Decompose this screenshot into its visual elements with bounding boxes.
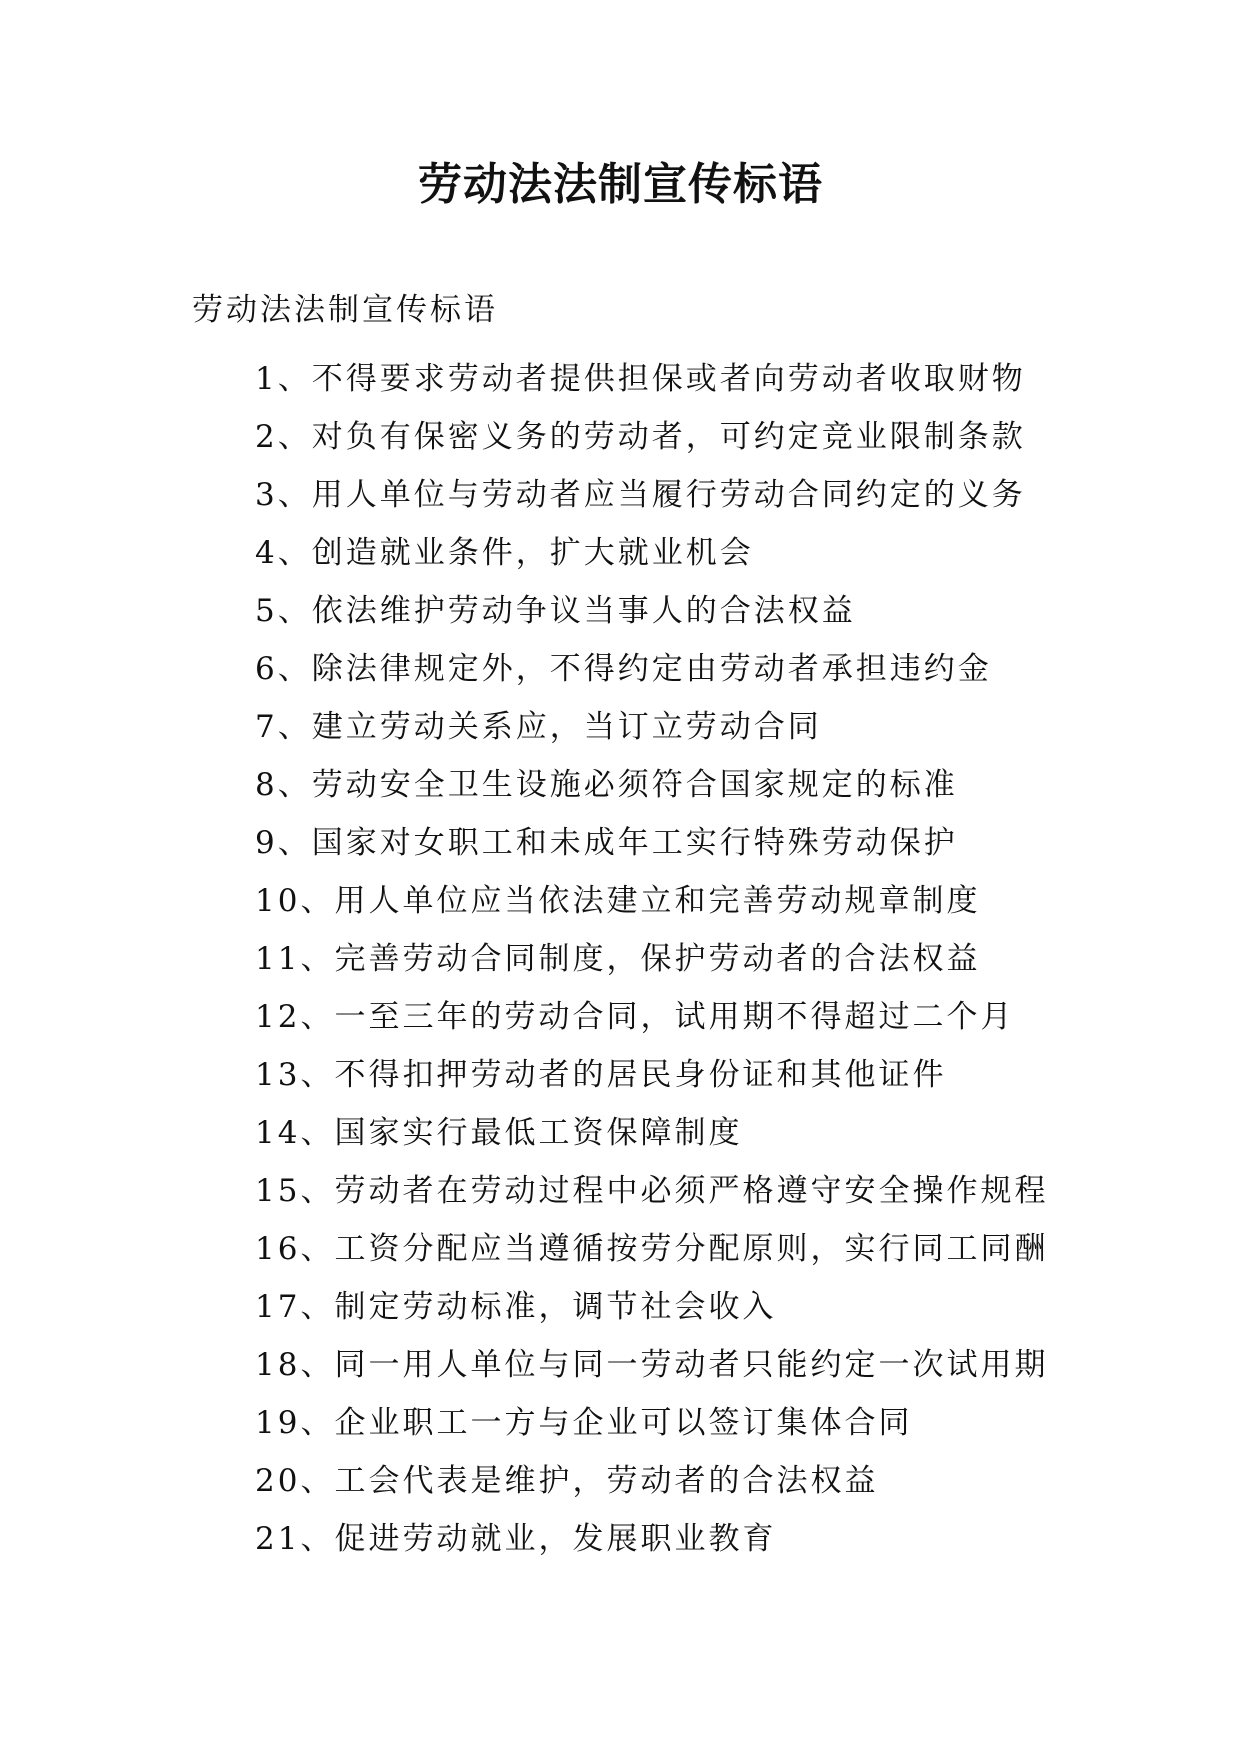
document-subtitle: 劳动法法制宣传标语	[192, 292, 498, 328]
slogan-item: 7、建立劳动关系应，当订立劳动合同	[255, 709, 822, 745]
slogan-item: 1、不得要求劳动者提供担保或者向劳动者收取财物	[255, 361, 1026, 397]
slogan-item: 10、用人单位应当依法建立和完善劳动规章制度	[255, 883, 981, 919]
slogan-item: 15、劳动者在劳动过程中必须严格遵守安全操作规程	[255, 1173, 1049, 1209]
slogan-item: 18、同一用人单位与同一劳动者只能约定一次试用期	[255, 1347, 1049, 1383]
slogan-item: 12、一至三年的劳动合同，试用期不得超过二个月	[255, 999, 1015, 1035]
slogan-item: 13、不得扣押劳动者的居民身份证和其他证件	[255, 1057, 947, 1093]
slogan-item: 2、对负有保密义务的劳动者，可约定竞业限制条款	[255, 419, 1026, 455]
slogan-item: 14、国家实行最低工资保障制度	[255, 1115, 743, 1151]
slogan-item: 19、企业职工一方与企业可以签订集体合同	[255, 1405, 913, 1441]
slogan-item: 5、依法维护劳动争议当事人的合法权益	[255, 593, 856, 629]
slogan-item: 16、工资分配应当遵循按劳分配原则，实行同工同酬	[255, 1231, 1049, 1267]
slogan-item: 3、用人单位与劳动者应当履行劳动合同约定的义务	[255, 477, 1026, 513]
slogan-item: 8、劳动安全卫生设施必须符合国家规定的标准	[255, 767, 958, 803]
slogan-item: 21、促进劳动就业，发展职业教育	[255, 1521, 777, 1557]
slogan-item: 4、创造就业条件，扩大就业机会	[255, 535, 754, 571]
slogan-item: 6、除法律规定外，不得约定由劳动者承担违约金	[255, 651, 992, 687]
slogan-item: 9、国家对女职工和未成年工实行特殊劳动保护	[255, 825, 958, 861]
slogan-item: 17、制定劳动标准，调节社会收入	[255, 1289, 777, 1325]
page-title: 劳动法法制宣传标语	[418, 159, 823, 210]
slogan-list	[255, 350, 1048, 1568]
slogan-item: 20、工会代表是维护，劳动者的合法权益	[255, 1463, 879, 1499]
slogan-item: 11、完善劳动合同制度，保护劳动者的合法权益	[255, 941, 981, 977]
